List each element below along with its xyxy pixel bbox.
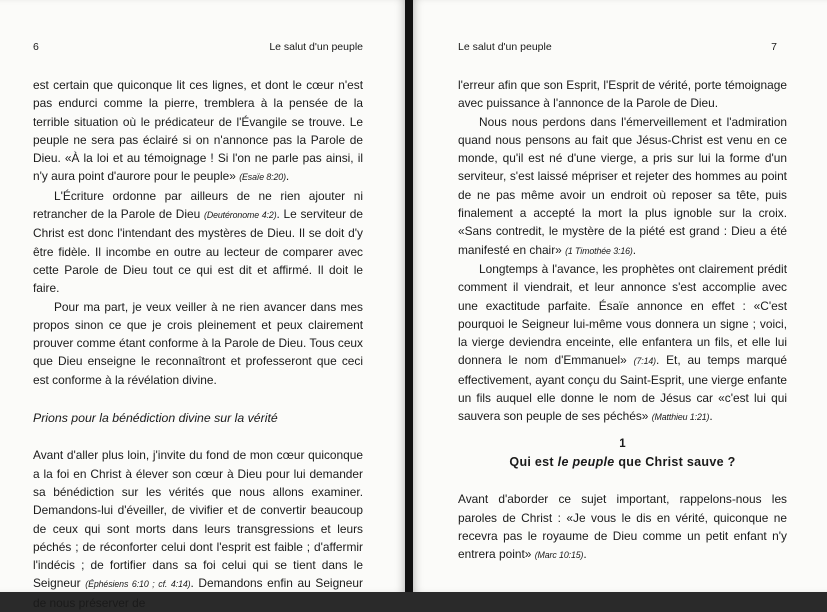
paragraph: Avant d'aller plus loin, j'invite du fond de mon cœur quiconque a la foi en Christ à élever son cœur à Dieu pour lui demander sa bénédiction sur les vérités que nous allons examiner. Demandons-lui d'éveiller, de vivifier et de convertir beaucoup de ceux qui sont morts dans leurs transgressions et leurs péchés ; de réconforter celui dont l'esprit est faible ; d'affermir l'indécis ; de fortifier dans sa foi celui qui se tient dans le Seigneur (Éphésiens 6:10 ; cf. 4:14). Demandons enfin au Seigneur de nous préserver de bbox=[33, 448, 363, 610]
scripture-ref: (1 Timothée 3:16) bbox=[565, 245, 633, 256]
paragraph: l'erreur afin que son Esprit, l'Esprit de vérité, porte témoignage avec puissance à l'annonce de la Parole de Dieu. bbox=[458, 78, 787, 111]
paragraph: Avant d'aborder ce sujet important, rappelons-nous les paroles de Christ : «Je vous le dis en vérité, quiconque ne recevra pas le royaume de Dieu comme un petit enfant n'y entrera point» (Marc 10:15). bbox=[458, 492, 787, 562]
page-number-right: 7 bbox=[771, 41, 777, 53]
left-page bbox=[0, 0, 405, 610]
running-title-right: Le salut d'un peuple bbox=[458, 41, 552, 53]
scripture-ref: (Matthieu 1:21) bbox=[651, 412, 710, 423]
scripture-ref: (Deutéronome 4:2) bbox=[203, 210, 277, 221]
chapter-title: Qui est le peuple que Christ sauve ? bbox=[509, 454, 736, 469]
scripture-ref: (Esaïe 8:20) bbox=[239, 172, 286, 183]
section-heading: Prions pour la bénédiction divine sur la vérité bbox=[33, 411, 278, 426]
running-title-left: Le salut d'un peuple bbox=[269, 41, 363, 53]
paragraph: Longtemps à l'avance, les prophètes ont clairement prédit comment il viendrait, et leur annonce s'est accomplie avec une exactitude parfaite. Ésaïe annonce en effet : «C'est pourquoi le Seigneur lui-même vous donnera un signe ; voici, la vierge deviendra enceinte, elle enfantera un fils, et elle lui donnera le nom d'Emmanuel» (7:14). Et, au temps marqué effectivement, ayant conçu du Saint-Esprit, une vierge enfante un fils auquel elle donne le nom de Jésus car «c'est lui qui sauvera son peuple de ses péchés» (Matthieu 1:21). bbox=[458, 261, 788, 424]
right-page bbox=[413, 0, 827, 592]
page-number-left: 6 bbox=[33, 41, 39, 53]
book-gutter bbox=[405, 0, 413, 592]
left-page-body bbox=[33, 76, 363, 612]
paragraph: Nous nous perdons dans l'émerveillement et l'admiration quand nous pensons au fait que Jésus-Christ est venu en ce monde, qu'il est né d'une vierge, a pris sur lui la forme d'un serviteur, s'est laissé mépriser et rejeter des hommes au point de ne pas même avoir un endroit où reposer sa tête, puis finalement a accepté la mort la plus ignoble sur la croix. «Sans contredit, le mystère de la piété est grand : Dieu a été manifesté en chair» (1 Timothée 3:16). bbox=[458, 114, 787, 257]
right-page-body bbox=[458, 76, 787, 564]
paragraph: L'Écriture ordonne par ailleurs de ne rien ajouter ni retrancher de la Parole de Dieu (Deutéronome 4:2). Le serviteur de Christ est donc l'intendant des mystères de Dieu. Il se doit d'y être fidèle. Il incombe en outre au lecteur de comparer avec cette Parole de Dieu tout ce qui est dit et affirmé. Il doit le faire. bbox=[33, 188, 364, 296]
scripture-ref: (Éphésiens 6:10 ; cf. 4:14) bbox=[85, 579, 191, 590]
scripture-ref: (Marc 10:15) bbox=[534, 550, 584, 561]
paragraph: est certain que quiconque lit ces lignes, et dont le cœur n'est pas endurci comme la pierre, tremblera à la pensée de la terrible situation où le prédicateur de l'Évangile se trouve. Le peuple ne sera pas éclairé si on n'annonce pas la Parole de Dieu. «À la loi et au témoignage ! Si l'on ne parle pas ainsi, il n'y aura point d'aurore pour le peuple» (Esaïe 8:20). bbox=[33, 78, 363, 184]
paragraph: Pour ma part, je veux veiller à ne rien avancer dans mes propos sinon ce que je crois pleinement et peux clairement prouver comme étant conforme à la Parole de Dieu. Tous ceux que Dieu enseigne le reconnaîtront et professeront que ceci est conforme à la révélation divine. bbox=[33, 299, 363, 387]
chapter-number: 1 bbox=[619, 437, 626, 450]
scripture-ref: (7:14) bbox=[633, 356, 656, 367]
